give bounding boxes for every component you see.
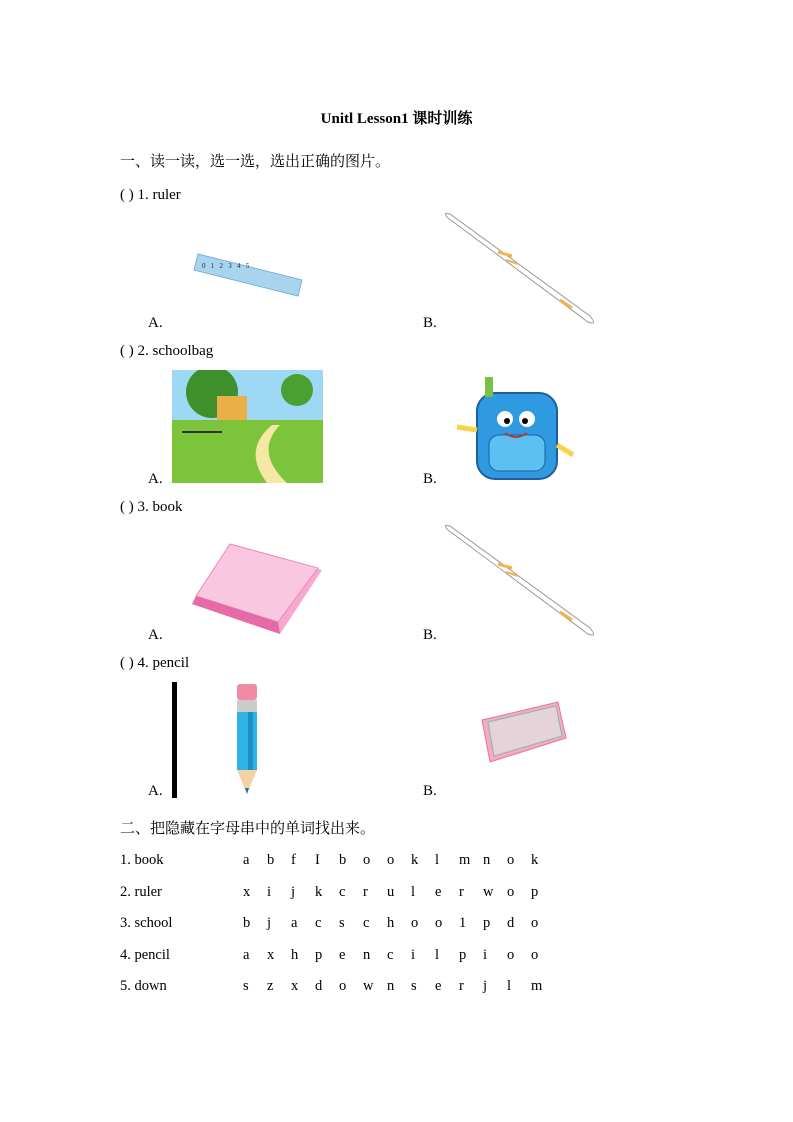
pen-image <box>440 520 600 642</box>
option-b-label: B. <box>423 315 437 331</box>
vertical-bar <box>172 682 177 798</box>
option-b-label: B. <box>423 471 437 487</box>
option-b-label: B. <box>423 627 437 643</box>
page-title: Unitl Lesson1 课时训练 <box>320 111 473 127</box>
part2-heading: 二、把隐藏在字母串中的单词找出来。 <box>120 819 376 837</box>
option-b-label: B. <box>423 783 437 799</box>
word-label: 1. book <box>120 852 164 868</box>
option-a-label: A. <box>148 471 163 487</box>
word-label: 3. school <box>120 915 173 931</box>
option-a-label: A. <box>148 627 163 643</box>
playground-image <box>172 370 323 483</box>
question-2: ( ) 2. schoolbag <box>120 343 214 359</box>
letter-string: a b f I b o o k l m n o k <box>243 852 539 868</box>
word-label: 4. pencil <box>120 947 170 963</box>
word-label: 5. down <box>120 978 167 994</box>
schoolbag-image <box>455 375 580 483</box>
book-image <box>190 542 325 637</box>
part1-heading: 一、读一读，选一选，选出正确的图片。 <box>120 152 391 170</box>
pencil-image <box>232 682 262 797</box>
pencil-case-image <box>478 700 570 765</box>
option-a-label: A. <box>148 783 163 799</box>
letter-string: b j a c s c h o o 1 p d o <box>243 915 539 931</box>
option-a-label: A. <box>148 315 163 331</box>
pen-image <box>440 208 600 330</box>
question-1: ( ) 1. ruler <box>120 187 181 203</box>
question-3: ( ) 3. book <box>120 499 183 515</box>
svg-text:0 1 2 3 4 5: 0 1 2 3 4 5 <box>202 262 250 270</box>
word-label: 2. ruler <box>120 884 162 900</box>
question-4: ( ) 4. pencil <box>120 655 190 671</box>
letter-string: s z x d o w n s e r j l m <box>243 978 543 994</box>
letter-string: x i j k c r u l e r w o p <box>243 884 539 900</box>
letter-string: a x h p e n c i l p i o o <box>243 947 539 963</box>
ruler-image <box>192 248 304 298</box>
